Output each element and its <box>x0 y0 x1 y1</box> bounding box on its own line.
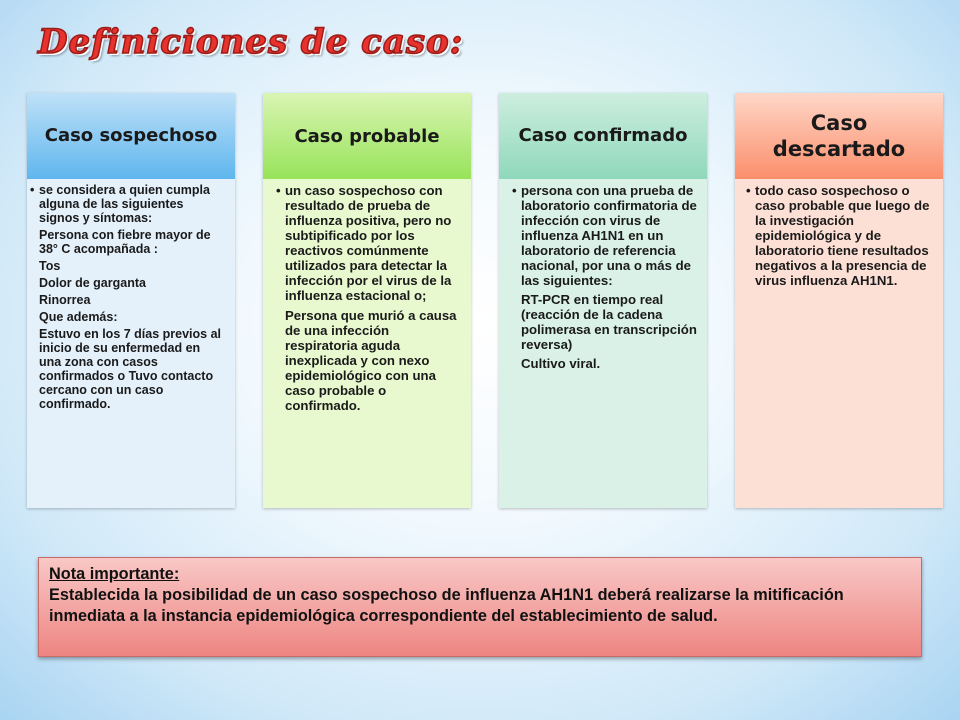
card-heading: Caso probable <box>263 93 471 179</box>
note-text: Establecida la posibilidad de un caso sospechoso de influenza AH1N1 deberá realizarse la mitificación inmediata a la instancia epidemiológica correspondiente del establecimiento de salud. <box>49 586 844 625</box>
list-item: • se considera a quien cumpla alguna de las siguientes signos y síntomas: <box>39 183 225 225</box>
card-body <box>263 179 471 508</box>
card-heading: Caso sospechoso <box>27 93 235 179</box>
list-item: Estuvo en los 7 días previos al inicio de su enfermedad en una zona con casos confirmados o Tuvo contacto cercano con un caso confirmado. <box>39 327 222 411</box>
card-body <box>735 179 943 508</box>
list-item: Dolor de garganta <box>39 276 146 290</box>
slide-title: Definiciones de caso: <box>38 22 464 62</box>
list-item: Cultivo viral. <box>521 356 601 371</box>
card-heading: Caso confirmado <box>499 93 707 179</box>
card-caso-probable <box>263 93 471 508</box>
list-item: Persona que murió a causa de una infección respiratoria aguda inexplicada y con nexo epidemiológico con una caso probable o confirmado. <box>285 308 457 413</box>
card-caso-confirmado <box>499 93 707 508</box>
list-item: • un caso sospechoso con resultado de prueba de influenza positiva, pero no subtipificado por los reactivos comúnmente utilizados para detectar la infección por el virus de la influenza estacional o; <box>285 183 461 303</box>
list-item: Persona con fiebre mayor de 38° C acompañada : <box>39 228 211 256</box>
card-caso-descartado <box>735 93 943 508</box>
important-note-box <box>38 557 922 657</box>
card-body <box>499 179 707 508</box>
list-item: • todo caso sospechoso o caso probable que luego de la investigación epidemiológica y de laboratorio tiene resultados negativos a la presencia de virus influenza AH1N1. <box>755 183 933 288</box>
note-label: Nota importante: <box>49 565 180 583</box>
card-heading: Caso descartado <box>735 93 943 179</box>
list-item: Que además: <box>39 310 118 324</box>
list-item: Tos <box>39 259 61 273</box>
card-caso-sospechoso <box>27 93 235 508</box>
list-item: Rinorrea <box>39 293 91 307</box>
list-item: • persona con una prueba de laboratorio confirmatoria de infección con virus de influenza AH1N1 en un laboratorio de referencia nacional, por una o más de las siguientes: <box>521 183 697 288</box>
card-body <box>27 179 235 508</box>
list-item: RT-PCR en tiempo real (reacción de la cadena polimerasa en transcripción reversa) <box>521 292 697 352</box>
